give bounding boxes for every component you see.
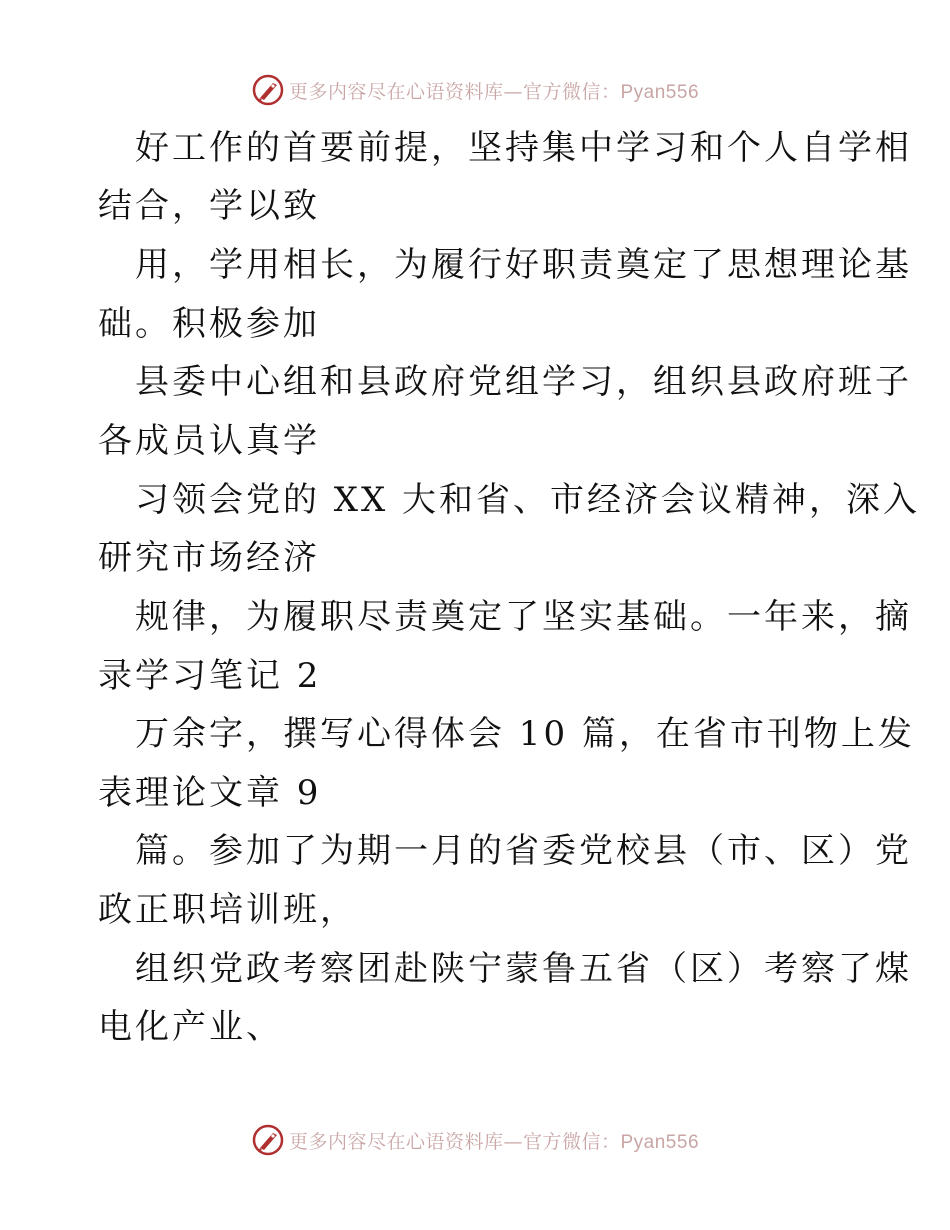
watermark-text: 更多内容尽在心语资料库 xyxy=(288,80,504,103)
watermark-dash: — xyxy=(503,1130,523,1153)
body-line-14: 政正职培训班， xyxy=(98,890,357,930)
contact-id: Pyan556 xyxy=(620,81,700,103)
body-line-6: 各成员认真学 xyxy=(98,421,320,461)
body-line-8: 研究市场经济 xyxy=(98,538,320,578)
watermark-text: 更多内容尽在心语资料库 xyxy=(288,1130,504,1153)
watermark-dash: — xyxy=(503,80,523,103)
body-line-10: 录学习笔记 2 xyxy=(98,656,322,696)
body-line-4: 础。积极参加 xyxy=(98,304,320,344)
body-line-3: 用，学用相长，为履行好职责奠定了思想理论基 xyxy=(135,245,912,285)
body-line-2: 结合，学以致 xyxy=(98,186,320,226)
footer-watermark xyxy=(0,1120,950,1160)
contact-label: 官方微信： xyxy=(522,1130,621,1153)
contact-label: 官方微信： xyxy=(522,80,621,103)
body-line-7: 习领会党的 XX 大和省、市经济会议精神，深入 xyxy=(135,480,921,520)
body-line-12: 表理论文章 9 xyxy=(98,773,322,813)
body-line-15: 组织党政考察团赴陕宁蒙鲁五省（区）考察了煤 xyxy=(135,949,912,989)
body-line-11: 万余字，撰写心得体会 10 篇，在省市刊物上发 xyxy=(135,714,915,754)
body-line-16: 电化产业、 xyxy=(98,1007,283,1047)
pen-nib-logo-icon xyxy=(251,1123,285,1157)
body-line-5: 县委中心组和县政府党组学习，组织县政府班子 xyxy=(135,362,912,402)
body-line-9: 规律，为履职尽责奠定了坚实基础。一年来，摘 xyxy=(135,597,912,637)
contact-id: Pyan556 xyxy=(620,1131,700,1153)
body-line-1: 好工作的首要前提，坚持集中学习和个人自学相 xyxy=(135,128,912,168)
body-line-13: 篇。参加了为期一月的省委党校县（市、区）党 xyxy=(135,831,912,871)
